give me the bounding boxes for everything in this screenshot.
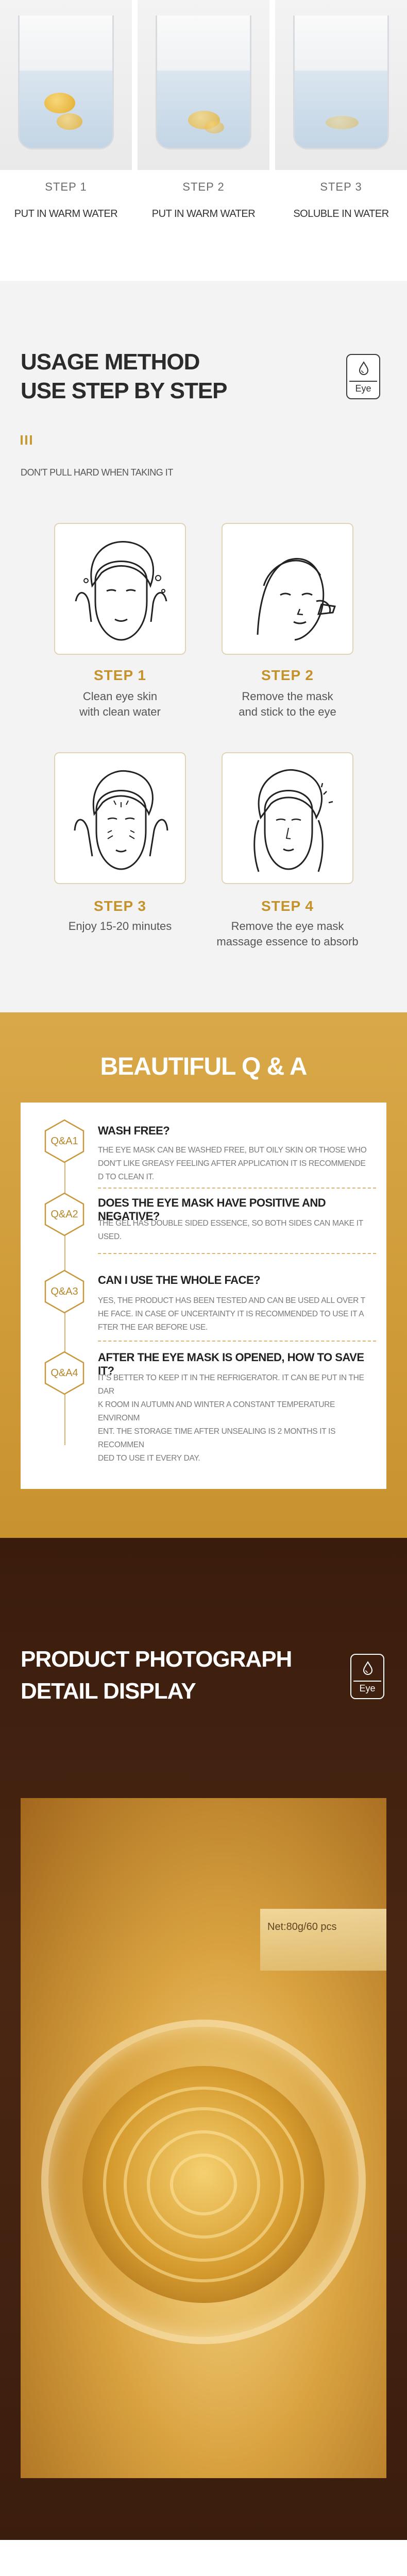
- detail-title: [21, 1643, 292, 1707]
- dissolve-steps-section: [0, 0, 407, 281]
- pad-arc: [170, 2154, 237, 2215]
- dissolve-step-description: PUT IN WARM WATER: [151, 208, 256, 219]
- usage-step-4-illustration: [222, 752, 353, 884]
- qa-question-2: DOES THE EYE MASK HAVE POSITIVE AND NEGATIVE?: [98, 1196, 326, 1223]
- usage-step-2-title: STEP 2: [261, 667, 314, 683]
- qa-answer-line: THE GEL HAS DOUBLE SIDED ESSENCE, SO BOTH SIDES CAN MAKE IT: [98, 1219, 363, 1228]
- accent-bars: [21, 435, 32, 445]
- jar-lid-label: [260, 1909, 386, 1971]
- usage-step-3-title: STEP 3: [94, 898, 146, 914]
- qa-question-1: WASH FREE?: [98, 1124, 170, 1137]
- dissolve-step-number: STEP 3: [320, 180, 362, 193]
- qa-answer-line: K ROOM IN AUTUMN AND WINTER A CONSTANT TEMPERATURE ENVIRONM: [98, 1400, 335, 1422]
- qa-answer-line: DON'T LIKE GREASY FEELING AFTER APPLICATION IT IS RECOMMENDE: [98, 1159, 366, 1168]
- dissolve-step-description: SOLUBLE IN WATER: [293, 208, 389, 219]
- usage-step-2-text-line-2: and stick to the eye: [239, 705, 336, 718]
- qa-panel: [21, 1103, 386, 1489]
- usage-step-3-illustration: [54, 752, 186, 884]
- usage-step-1-illustration: [54, 523, 186, 655]
- qa-divider: [98, 1341, 376, 1342]
- apply-mask-icon: [223, 524, 354, 656]
- usage-step-3-text: [38, 919, 202, 934]
- face-washing-icon: [55, 524, 187, 656]
- dissolve-step-1: [0, 180, 132, 220]
- usage-step-1-text-line-1: Clean eye skin: [82, 690, 158, 703]
- qa-answer-line: DED TO USE IT EVERY DAY.: [98, 1454, 200, 1463]
- usage-step-2-text-line-1: Remove the mask: [242, 690, 333, 703]
- water-drop-icon: [362, 1661, 374, 1675]
- dissolve-step-number: STEP 1: [45, 180, 87, 193]
- packaging-section: [0, 2540, 407, 2576]
- usage-method-section: [0, 281, 407, 1012]
- detail-title-line-1: PRODUCT PHOTOGRAPH: [21, 1647, 292, 1672]
- water-drop-icon: [358, 361, 369, 376]
- usage-step-1-title: STEP 1: [94, 667, 146, 683]
- usage-step-3-text-line-1: Enjoy 15-20 minutes: [68, 920, 172, 933]
- qa-answer-4: [98, 1371, 376, 1465]
- eye-badge: [350, 1654, 384, 1699]
- product-detail-section: [0, 1538, 407, 2540]
- eye-badge: [346, 354, 380, 399]
- clean-face-icon: [223, 753, 354, 885]
- qa-tag-label: Q&A3: [50, 1286, 78, 1297]
- beaker-photo-3: [275, 0, 407, 170]
- usage-step-4-title: STEP 4: [261, 898, 314, 914]
- qa-divider: [98, 1188, 376, 1189]
- beaker-photo-1: [0, 0, 132, 170]
- usage-note: DON'T PULL HARD WHEN TAKING IT: [21, 467, 173, 478]
- qa-answer-line: D TO CLEAN IT.: [98, 1173, 154, 1181]
- beaker-photos: [0, 0, 407, 170]
- qa-tag-2: [41, 1191, 88, 1238]
- product-jar-photo: [21, 1798, 386, 2478]
- qa-answer-2: [98, 1217, 376, 1244]
- qa-answer-line: USED.: [98, 1232, 122, 1241]
- face-massage-icon: [55, 753, 187, 885]
- net-weight-label: Net:80g/60 pcs: [267, 1921, 337, 1933]
- qa-tag-label: Q&A4: [50, 1367, 78, 1379]
- qa-question-3: CAN I USE THE WHOLE FACE?: [98, 1274, 261, 1286]
- qa-divider: [98, 1253, 376, 1254]
- qa-tag-1: [41, 1118, 88, 1164]
- usage-title-line-1: USAGE METHOD: [21, 349, 200, 375]
- usage-step-1-text-line-2: with clean water: [79, 705, 161, 718]
- qa-answer-line: FTER THE EAR BEFORE USE.: [98, 1323, 208, 1332]
- usage-step-4-text: [205, 919, 370, 950]
- dissolve-step-description: PUT IN WARM WATER: [14, 208, 118, 219]
- qa-answer-line: THE EYE MASK CAN BE WASHED FREE, BUT OILY SKIN OR THOSE WHO: [98, 1146, 367, 1155]
- usage-title-line-2: USE STEP BY STEP: [21, 378, 227, 403]
- usage-step-4-text-line-1: Remove the eye mask: [231, 920, 344, 933]
- dissolve-step-3: [275, 180, 407, 220]
- qa-section: [0, 1012, 407, 1538]
- qa-answer-line: YES, THE PRODUCT HAS BEEN TESTED AND CAN BE USED ALL OVER T: [98, 1296, 365, 1305]
- dissolve-step-2: [138, 180, 269, 220]
- usage-step-2-text: [205, 689, 370, 720]
- qa-answer-line: ENT. THE STORAGE TIME AFTER UNSEALING IS 2 MONTHS IT IS RECOMMEN: [98, 1427, 336, 1449]
- eye-badge-label: Eye: [349, 381, 377, 393]
- qa-answer-line: IT'S BETTER TO KEEP IT IN THE REFRIGERATOR. IT CAN BE PUT IN THE DAR: [98, 1374, 364, 1396]
- qa-question-4: AFTER THE EYE MASK IS OPENED, HOW TO SAVE IT?: [98, 1351, 364, 1377]
- beaker-photo-2: [138, 0, 269, 170]
- dissolve-step-number: STEP 2: [182, 180, 225, 193]
- usage-step-2-illustration: [222, 523, 353, 655]
- detail-title-line-2: DETAIL DISPLAY: [21, 1679, 196, 1704]
- qa-answer-1: [98, 1144, 376, 1184]
- usage-title: [21, 348, 227, 405]
- usage-step-1-text: [38, 689, 202, 720]
- qa-tag-4: [41, 1350, 88, 1396]
- qa-tag-3: [41, 1268, 88, 1315]
- qa-answer-line: HE FACE. IN CASE OF UNCERTAINTY IT IS RECOMMENDED TO USE IT A: [98, 1310, 364, 1318]
- eye-badge-label: Eye: [353, 1681, 381, 1693]
- qa-title: BEAUTIFUL Q & A: [100, 1053, 307, 1080]
- usage-step-4-text-line-2: massage essence to absorb: [216, 935, 359, 948]
- qa-tag-label: Q&A2: [50, 1209, 78, 1220]
- qa-answer-3: [98, 1294, 376, 1334]
- dissolve-step-labels: [0, 180, 407, 220]
- qa-tag-label: Q&A1: [50, 1136, 78, 1147]
